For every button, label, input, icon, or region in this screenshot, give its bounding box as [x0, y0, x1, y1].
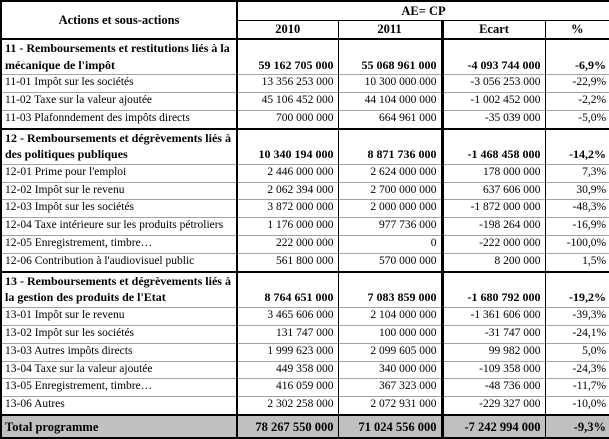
row-label: 12-06 Contribution à l'audiovisuel public: [1, 254, 237, 272]
value-ecart: -7 242 994 000: [442, 415, 545, 438]
value-2010: 2 062 394 000: [237, 182, 338, 200]
value-ecart: -31 747 000: [442, 325, 545, 343]
value-2011: 71 024 556 000: [338, 415, 442, 438]
table-row: [1, 200, 609, 218]
row-label: 12-04 Taxe intérieure sur les produits pétroliers: [1, 218, 237, 236]
value-2011: 2 700 000 000: [338, 182, 442, 200]
value-2011: 2 624 000 000: [338, 164, 442, 182]
table-body: [1, 39, 609, 438]
value-pct: -24,3%: [545, 361, 609, 379]
table-row: [1, 343, 609, 361]
header-group-row: [1, 1, 609, 21]
row-label: 13-04 Taxe sur la valeur ajoutée: [1, 361, 237, 379]
value-2010: 8 764 651 000: [237, 272, 338, 308]
value-2010: 449 358 000: [237, 361, 338, 379]
row-label: 11-02 Taxe sur la valeur ajoutée: [1, 92, 237, 110]
value-pct: -16,9%: [545, 218, 609, 236]
row-label: 13 - Remboursements et dégrèvements liés à la gestion des produits de l'Etat: [1, 272, 237, 308]
value-2011: 2 104 000 000: [338, 308, 442, 326]
column-header-actions: Actions et sous-actions: [1, 1, 237, 39]
value-2010: 3 872 000 000: [237, 200, 338, 218]
value-pct: -9,3%: [545, 415, 609, 438]
value-2010: 1 999 623 000: [237, 343, 338, 361]
row-label: 13-05 Enregistrement, timbre…: [1, 379, 237, 397]
value-pct: -5,0%: [545, 110, 609, 128]
value-pct: 5,0%: [545, 343, 609, 361]
value-ecart: -1 680 792 000: [442, 272, 545, 308]
row-label: 12-01 Prime pour l'emploi: [1, 164, 237, 182]
value-ecart: 8 200 000: [442, 254, 545, 272]
table-row: [1, 110, 609, 128]
value-ecart: -1 361 606 000: [442, 308, 545, 326]
table-row: [1, 397, 609, 415]
value-ecart: -198 264 000: [442, 218, 545, 236]
value-ecart: 637 606 000: [442, 182, 545, 200]
table-row: [1, 379, 609, 397]
table-row: [1, 39, 609, 75]
row-label: 11-03 Plafonndement des impôts directs: [1, 110, 237, 128]
table-row: [1, 129, 609, 165]
table-row: [1, 308, 609, 326]
row-label: 13-03 Autres impôts directs: [1, 343, 237, 361]
row-label: 13-06 Autres: [1, 397, 237, 415]
value-2011: 10 300 000 000: [338, 75, 442, 93]
value-2010: 131 747 000: [237, 325, 338, 343]
value-2011: 664 961 000: [338, 110, 442, 128]
value-pct: -10,0%: [545, 397, 609, 415]
row-label: 13-02 Impôt sur les sociétés: [1, 325, 237, 343]
column-header-2010: 2010: [237, 21, 338, 40]
value-2010: 3 465 606 000: [237, 308, 338, 326]
table-row: [1, 164, 609, 182]
value-2011: 2 000 000 000: [338, 200, 442, 218]
value-pct: -100,0%: [545, 236, 609, 254]
value-2011: 977 736 000: [338, 218, 442, 236]
value-2010: 561 800 000: [237, 254, 338, 272]
value-2010: 59 162 705 000: [237, 39, 338, 75]
value-2010: 700 000 000: [237, 110, 338, 128]
table-row: [1, 325, 609, 343]
value-2010: 222 000 000: [237, 236, 338, 254]
column-header-ecart: Ecart: [442, 21, 545, 40]
value-pct: -11,7%: [545, 379, 609, 397]
value-2011: 0: [338, 236, 442, 254]
value-2011: 2 099 605 000: [338, 343, 442, 361]
value-ecart: -1 872 000 000: [442, 200, 545, 218]
row-label: 12 - Remboursements et dégrèvements liés à des politiques publiques: [1, 129, 237, 165]
value-pct: 30,9%: [545, 182, 609, 200]
value-pct: 1,5%: [545, 254, 609, 272]
value-ecart: -4 093 744 000: [442, 39, 545, 75]
table-row: [1, 236, 609, 254]
table-row: [1, 75, 609, 93]
row-label: 12-02 Impôt sur le revenu: [1, 182, 237, 200]
value-pct: -2,2%: [545, 92, 609, 110]
row-label: Total programme: [1, 415, 237, 438]
value-ecart: -35 039 000: [442, 110, 545, 128]
row-label: 12-03 Impôt sur les sociétés: [1, 200, 237, 218]
value-ecart: -222 000 000: [442, 236, 545, 254]
value-2011: 340 000 000: [338, 361, 442, 379]
table-row: [1, 272, 609, 308]
row-label: 12-05 Enregistrement, timbre…: [1, 236, 237, 254]
value-pct: -39,3%: [545, 308, 609, 326]
column-header-percent: %: [545, 21, 609, 40]
value-2010: 13 356 253 000: [237, 75, 338, 93]
table-row: [1, 218, 609, 236]
table-row: [1, 92, 609, 110]
value-2011: 7 083 859 000: [338, 272, 442, 308]
value-ecart: -3 056 253 000: [442, 75, 545, 93]
value-2011: 570 000 000: [338, 254, 442, 272]
value-pct: -19,2%: [545, 272, 609, 308]
value-pct: -24,1%: [545, 325, 609, 343]
value-2011: 44 104 000 000: [338, 92, 442, 110]
row-label: 13-01 Impôt sur le revenu: [1, 308, 237, 326]
value-2011: 367 323 000: [338, 379, 442, 397]
row-label: 11-01 Impôt sur les sociétés: [1, 75, 237, 93]
value-pct: -6,9%: [545, 39, 609, 75]
value-2011: 8 871 736 000: [338, 129, 442, 165]
value-ecart: -1 002 452 000: [442, 92, 545, 110]
value-2010: 78 267 550 000: [237, 415, 338, 438]
value-2010: 10 340 194 000: [237, 129, 338, 165]
table-row: [1, 361, 609, 379]
value-2011: 100 000 000: [338, 325, 442, 343]
row-label: 11 - Remboursements et restitutions liés à la mécanique de l'impôt: [1, 39, 237, 75]
table-header: [1, 1, 609, 39]
value-2010: 1 176 000 000: [237, 218, 338, 236]
column-header-ae-cp: AE= CP: [237, 1, 609, 21]
table-row: [1, 182, 609, 200]
column-header-2011: 2011: [338, 21, 442, 40]
value-ecart: 99 982 000: [442, 343, 545, 361]
value-ecart: -1 468 458 000: [442, 129, 545, 165]
value-2010: 2 446 000 000: [237, 164, 338, 182]
value-ecart: -48 736 000: [442, 379, 545, 397]
value-ecart: -109 358 000: [442, 361, 545, 379]
value-ecart: 178 000 000: [442, 164, 545, 182]
value-pct: -48,3%: [545, 200, 609, 218]
table-row: [1, 254, 609, 272]
value-pct: 7,3%: [545, 164, 609, 182]
value-pct: -22,9%: [545, 75, 609, 93]
value-pct: -14,2%: [545, 129, 609, 165]
table-row: [1, 415, 609, 438]
value-2010: 2 302 258 000: [237, 397, 338, 415]
value-2011: 55 068 961 000: [338, 39, 442, 75]
value-2010: 45 106 452 000: [237, 92, 338, 110]
value-2011: 2 072 931 000: [338, 397, 442, 415]
value-2010: 416 059 000: [237, 379, 338, 397]
value-ecart: -229 327 000: [442, 397, 545, 415]
